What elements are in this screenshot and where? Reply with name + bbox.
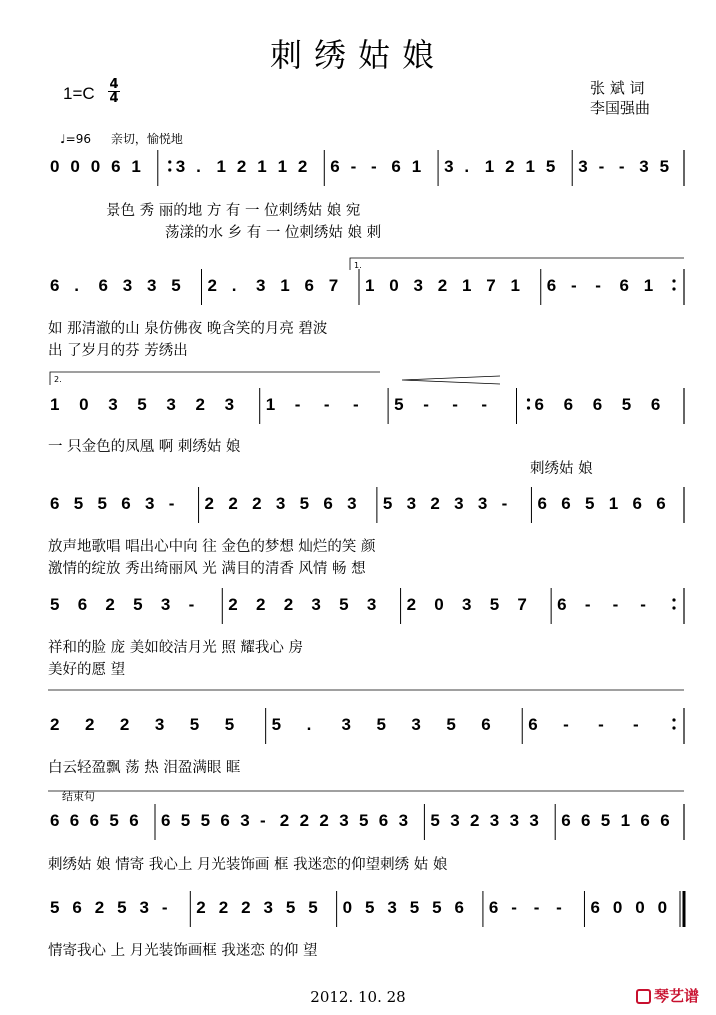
note: 5 bbox=[430, 811, 440, 830]
note: 3 bbox=[160, 595, 171, 614]
note: 3 bbox=[454, 494, 464, 513]
note: 7 bbox=[328, 276, 339, 295]
note: 1 bbox=[510, 276, 520, 295]
note: 6 bbox=[640, 811, 650, 830]
note: . bbox=[464, 157, 470, 176]
lyric-line: 祥和的脸 庞 美如皎洁月光 照 耀我心 房 bbox=[48, 640, 304, 656]
note: 5 bbox=[432, 898, 442, 917]
note: 5 bbox=[189, 715, 200, 734]
lyric-line: 景色 秀 丽的地 方 有 一 位刺绣姑 娘 宛 bbox=[106, 203, 361, 219]
note: 1 bbox=[620, 811, 631, 830]
note: 2 bbox=[94, 898, 105, 917]
note: 5 bbox=[359, 811, 369, 830]
note: 3 bbox=[263, 898, 273, 917]
note: 5 bbox=[446, 715, 456, 734]
note: 6 bbox=[534, 395, 544, 414]
note: 3 bbox=[139, 898, 150, 917]
note: 6 bbox=[72, 898, 82, 917]
note: 5 bbox=[133, 595, 143, 614]
note: - bbox=[598, 715, 604, 734]
note: 2 bbox=[319, 811, 329, 830]
note: 6 bbox=[650, 395, 661, 414]
note: 6 bbox=[546, 276, 557, 295]
note: 6 bbox=[454, 898, 465, 917]
note: 0 bbox=[612, 898, 623, 917]
note: - bbox=[584, 595, 591, 614]
note: - bbox=[640, 595, 646, 614]
note: 1 bbox=[216, 157, 226, 176]
note: 3 bbox=[311, 595, 321, 614]
note: 3 bbox=[509, 811, 520, 830]
note: 2 bbox=[430, 494, 440, 513]
note: 6 bbox=[537, 494, 547, 513]
note: 5 bbox=[299, 494, 310, 513]
note: 3 bbox=[444, 157, 454, 176]
note: - bbox=[294, 395, 301, 414]
note: 3 bbox=[240, 811, 250, 830]
repeat-dot bbox=[672, 279, 675, 282]
note: - bbox=[533, 898, 540, 917]
logo-text: 琴艺谱 bbox=[654, 987, 700, 1005]
note: 6 bbox=[378, 811, 389, 830]
note: 6 bbox=[111, 157, 121, 176]
note: 2 bbox=[50, 715, 60, 734]
note: 3 bbox=[411, 715, 421, 734]
expression-mark: 亲切，愉悦地 bbox=[110, 132, 183, 146]
note: 2 bbox=[406, 595, 417, 614]
note: - bbox=[598, 157, 605, 176]
note: 6 bbox=[330, 157, 340, 176]
note: 0 bbox=[389, 276, 399, 295]
repeat-dot bbox=[672, 598, 675, 601]
time-signature-bottom: 4 bbox=[109, 91, 119, 106]
note: 0 bbox=[79, 395, 89, 414]
note: - bbox=[595, 276, 601, 295]
note: 1 bbox=[484, 157, 495, 176]
note: 2 bbox=[207, 276, 217, 295]
note: 1 bbox=[50, 395, 60, 414]
note: 2 bbox=[84, 715, 95, 734]
logo-mark-icon bbox=[636, 989, 651, 1004]
note: 3 bbox=[347, 494, 357, 513]
note: 2 bbox=[279, 811, 290, 830]
tempo-mark: ♩=96 bbox=[60, 132, 91, 146]
repeat-dot bbox=[672, 718, 675, 721]
note: 6 bbox=[660, 811, 670, 830]
note: . bbox=[196, 157, 201, 176]
note: 5 bbox=[382, 494, 393, 513]
note: 3 bbox=[341, 715, 351, 734]
note: 5 bbox=[409, 898, 420, 917]
note: 2 bbox=[228, 595, 238, 614]
note: . bbox=[231, 276, 237, 295]
note: 5 bbox=[308, 898, 318, 917]
note: 2 bbox=[218, 898, 229, 917]
note: 2 bbox=[283, 595, 294, 614]
note: 1 bbox=[462, 276, 472, 295]
note: 5 bbox=[600, 811, 611, 830]
ending-label: 结束句 bbox=[62, 790, 95, 803]
note: 6 bbox=[581, 811, 591, 830]
note: 3 bbox=[339, 811, 349, 830]
lyric-line: 一 只金色的凤凰 啊 刺绣姑 娘 bbox=[48, 439, 241, 455]
note: - bbox=[161, 898, 168, 917]
note: - bbox=[511, 898, 517, 917]
note: 2 bbox=[105, 595, 115, 614]
lyric-line: 如 那清澈的山 泉仿佛夜 晚含笑的月亮 碧波 bbox=[48, 321, 328, 337]
date: 2012. 10. 28 bbox=[310, 988, 406, 1006]
note: 0 bbox=[635, 898, 645, 917]
note: 3 bbox=[398, 811, 409, 830]
note: 6 bbox=[391, 157, 401, 176]
note: 2 bbox=[241, 898, 251, 917]
note: . bbox=[306, 715, 312, 734]
note: 7 bbox=[517, 595, 527, 614]
lyric-line: 刺绣姑 娘 情寄 我心上 月光装饰画 框 我迷恋的仰望刺绣 姑 娘 bbox=[48, 857, 448, 873]
note: - bbox=[371, 157, 377, 176]
note: 7 bbox=[486, 276, 496, 295]
note: 6 bbox=[89, 811, 100, 830]
note: 2 bbox=[119, 715, 130, 734]
note: - bbox=[323, 395, 330, 414]
note: - bbox=[481, 395, 488, 414]
volta-1-label: 1. bbox=[354, 261, 362, 270]
note: 1 bbox=[257, 157, 267, 176]
repeat-dot bbox=[527, 398, 530, 401]
note: - bbox=[571, 276, 577, 295]
note: 0 bbox=[50, 157, 60, 176]
note: 2 bbox=[195, 395, 205, 414]
note: 6 bbox=[121, 494, 131, 513]
note: 6 bbox=[161, 811, 171, 830]
repeat-dot bbox=[672, 726, 675, 729]
note: 5 bbox=[394, 395, 404, 414]
note: 1 bbox=[411, 157, 422, 176]
note: 2 bbox=[505, 157, 515, 176]
note: 5 bbox=[50, 898, 60, 917]
note: - bbox=[501, 494, 508, 513]
note: 5 bbox=[376, 715, 386, 734]
note: 0 bbox=[90, 157, 101, 176]
note: - bbox=[260, 811, 266, 830]
note: 3 bbox=[578, 157, 588, 176]
note: 1 bbox=[277, 157, 288, 176]
lyric-line: 刺绣姑 娘 bbox=[530, 461, 593, 477]
note: 6 bbox=[77, 595, 88, 614]
note: 3 bbox=[108, 395, 118, 414]
note: 1 bbox=[265, 395, 276, 414]
note: 5 bbox=[137, 395, 147, 414]
note: 3 bbox=[256, 276, 266, 295]
note: 3 bbox=[147, 276, 157, 295]
note: 3 bbox=[166, 395, 176, 414]
note: 5 bbox=[180, 811, 191, 830]
repeat-dot bbox=[672, 287, 675, 290]
note: 1 bbox=[365, 276, 375, 295]
note: 5 bbox=[109, 811, 119, 830]
note: 2 bbox=[252, 494, 262, 513]
note: 0 bbox=[434, 595, 444, 614]
repeat-dot bbox=[168, 160, 171, 163]
note: 6 bbox=[592, 395, 603, 414]
note: 5 bbox=[271, 715, 282, 734]
lyric-line: 美好的愿 望 bbox=[48, 662, 126, 678]
note: 5 bbox=[621, 395, 632, 414]
note: 3 bbox=[639, 157, 649, 176]
note: 5 bbox=[489, 595, 500, 614]
decrescendo-hairpin bbox=[402, 376, 500, 384]
note: 2 bbox=[256, 595, 266, 614]
note: 2 bbox=[204, 494, 215, 513]
note: 3 bbox=[224, 395, 235, 414]
note: 3 bbox=[122, 276, 133, 295]
note: 6 bbox=[220, 811, 230, 830]
note: 6 bbox=[481, 715, 491, 734]
lyric-line: 情寄我心 上 月光装饰画框 我迷恋 的仰 望 bbox=[48, 943, 318, 959]
note: 1 bbox=[643, 276, 654, 295]
volta-2-bracket bbox=[50, 372, 380, 385]
note: 5 bbox=[224, 715, 235, 734]
note: 6 bbox=[557, 595, 567, 614]
note: 5 bbox=[171, 276, 181, 295]
note: 5 bbox=[117, 898, 127, 917]
volta-1-bracket bbox=[350, 258, 684, 270]
note: 6 bbox=[50, 811, 60, 830]
lyric-line: 白云轻盈飘 荡 热 泪盈满眼 眶 bbox=[48, 760, 241, 776]
note: - bbox=[350, 157, 357, 176]
note: 3 bbox=[477, 494, 488, 513]
time-signature-top: 4 bbox=[109, 77, 119, 92]
note: 6 bbox=[619, 276, 629, 295]
repeat-dot bbox=[168, 168, 171, 171]
note: 0 bbox=[70, 157, 80, 176]
note: 1 bbox=[280, 276, 290, 295]
composer: 李国强曲 bbox=[590, 99, 651, 117]
note: 6 bbox=[98, 276, 108, 295]
note: - bbox=[556, 898, 562, 917]
key-signature: 1=C bbox=[63, 84, 95, 103]
site-logo bbox=[636, 985, 699, 1006]
lyric-line: 激情的绽放 秀出绮丽风 光 满目的清香 风情 畅 想 bbox=[48, 561, 366, 577]
note: 3 bbox=[413, 276, 423, 295]
note: 6 bbox=[590, 898, 600, 917]
note: 5 bbox=[365, 898, 375, 917]
note: 5 bbox=[97, 494, 107, 513]
note: 6 bbox=[304, 276, 314, 295]
note: 3 bbox=[175, 157, 186, 176]
note: 6 bbox=[561, 494, 571, 513]
lyricist: 张 斌 词 bbox=[590, 79, 645, 97]
note: 2 bbox=[236, 157, 247, 176]
note: 6 bbox=[563, 395, 574, 414]
note: 3 bbox=[462, 595, 472, 614]
note: 2 bbox=[299, 811, 310, 830]
song-title: 刺绣姑娘 bbox=[269, 36, 446, 74]
note: - bbox=[612, 595, 619, 614]
note: - bbox=[353, 395, 359, 414]
note: 2 bbox=[196, 898, 206, 917]
note: 6 bbox=[561, 811, 571, 830]
note: 6 bbox=[69, 811, 80, 830]
note: 3 bbox=[450, 811, 460, 830]
note: - bbox=[452, 395, 458, 414]
note: 0 bbox=[342, 898, 353, 917]
note: - bbox=[633, 715, 639, 734]
note: - bbox=[168, 494, 175, 513]
note: 5 bbox=[659, 157, 670, 176]
note: 6 bbox=[129, 811, 139, 830]
note: - bbox=[563, 715, 569, 734]
lyric-line: 出 了岁月的芬 芳绣出 bbox=[48, 343, 188, 359]
note: 5 bbox=[50, 595, 60, 614]
note: 5 bbox=[545, 157, 556, 176]
note: - bbox=[423, 395, 429, 414]
note: 2 bbox=[228, 494, 238, 513]
note: 6 bbox=[656, 494, 666, 513]
note: 1 bbox=[608, 494, 619, 513]
note: 5 bbox=[200, 811, 211, 830]
repeat-dot bbox=[527, 406, 530, 409]
lyric-line: 荡漾的水 乡 有 一 位刺绣姑 娘 刺 bbox=[165, 225, 382, 241]
note: 0 bbox=[657, 898, 668, 917]
note: 5 bbox=[584, 494, 595, 513]
note: 3 bbox=[145, 494, 155, 513]
note: - bbox=[188, 595, 195, 614]
note: 3 bbox=[387, 898, 397, 917]
note: 6 bbox=[488, 898, 499, 917]
note: 3 bbox=[529, 811, 539, 830]
note: 5 bbox=[285, 898, 296, 917]
note: 5 bbox=[73, 494, 84, 513]
note: 2 bbox=[297, 157, 308, 176]
note: 3 bbox=[154, 715, 165, 734]
repeat-dot bbox=[672, 606, 675, 609]
note: 3 bbox=[366, 595, 377, 614]
note: 3 bbox=[406, 494, 417, 513]
note: 6 bbox=[632, 494, 642, 513]
note: 1 bbox=[525, 157, 535, 176]
note: . bbox=[74, 276, 79, 295]
note: 1 bbox=[131, 157, 141, 176]
note: 6 bbox=[50, 276, 60, 295]
note: 6 bbox=[50, 494, 60, 513]
note: 2 bbox=[470, 811, 480, 830]
volta-2-label: 2. bbox=[54, 375, 62, 384]
note: 3 bbox=[275, 494, 286, 513]
note: - bbox=[618, 157, 625, 176]
note: 3 bbox=[489, 811, 500, 830]
note: 6 bbox=[528, 715, 538, 734]
note: 2 bbox=[437, 276, 448, 295]
note: 6 bbox=[323, 494, 333, 513]
lyric-line: 放声地歌唱 唱出心中向 往 金色的梦想 灿烂的笑 颜 bbox=[48, 539, 376, 555]
note: 5 bbox=[339, 595, 349, 614]
